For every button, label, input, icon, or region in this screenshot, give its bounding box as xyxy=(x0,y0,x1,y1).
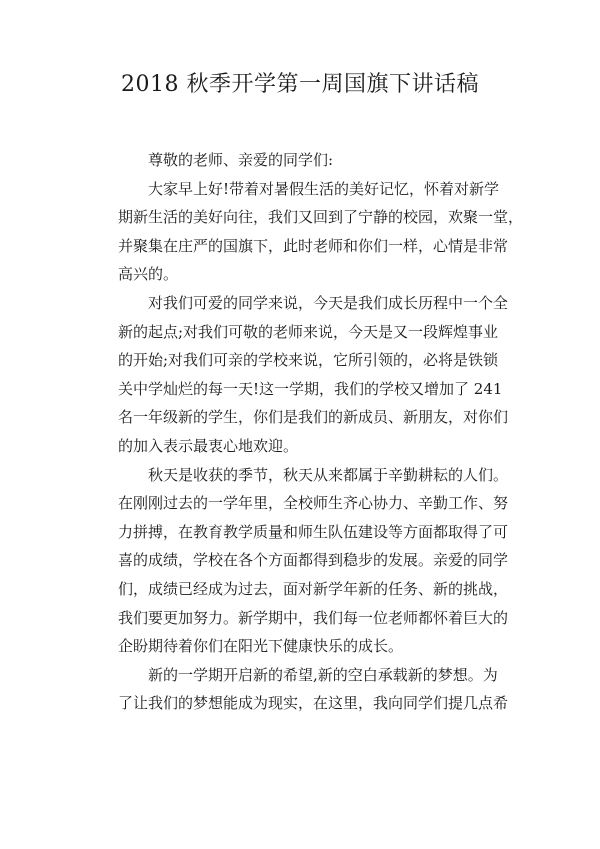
text-line: 我们要更加努力。新学期中，我们每一位老师都怀着巨大的 xyxy=(118,608,509,627)
text-line: 并聚集在庄严的国旗下，此时老师和你们一样，心情是非常 xyxy=(118,236,509,255)
paragraph-4 xyxy=(118,661,509,718)
text-line: 对我们可爱的同学来说，今天是我们成长历程中一个全 xyxy=(148,293,509,312)
text-line: 大家早上好!带着对暑假生活的美好记忆，怀着对新学 xyxy=(148,179,500,198)
paragraph-3 xyxy=(118,461,509,661)
text-line: 企盼期待着你们在阳光下健康快乐的成长。 xyxy=(118,637,404,656)
text-line: 新的起点;对我们可敬的老师来说，今天是又一段辉煌事业 xyxy=(118,322,499,341)
text-line: 在刚刚过去的一学年里，全校师生齐心协力、辛勤工作、努 xyxy=(118,494,509,513)
text-line: 关中学灿烂的每一天!这一学期，我们的学校又增加了 241 xyxy=(118,379,503,398)
text-line: 们，成绩已经成为过去，面对新学年新的任务、新的挑战， xyxy=(118,579,509,598)
text-line: 期新生活的美好向往，我们又回到了宁静的校园，欢聚一堂， xyxy=(118,208,524,227)
text-line: 喜的成绩，学校在各个方面都得到稳步的发展。亲爱的同学 xyxy=(118,551,509,570)
document-body xyxy=(118,146,524,718)
text-line: 秋天是收获的季节，秋天从来都属于辛勤耕耘的人们。 xyxy=(148,465,509,484)
document-title: 2018 秋季开学第一周国旗下讲话稿 xyxy=(121,72,479,97)
text-line: 名一年级新的学生，你们是我们的新成员、新朋友，对你们 xyxy=(118,408,509,427)
paragraph-1 xyxy=(118,175,524,289)
text-line: 的开始;对我们可亲的学校来说，它所引领的，必将是铁锁 xyxy=(118,351,499,370)
text-line: 高兴的。 xyxy=(118,265,179,284)
text-line: 新的一学期开启新的希望,新的空白承载新的梦想。为 xyxy=(148,665,498,684)
text-line: 力拼搏，在教育教学质量和师生队伍建设等方面都取得了可 xyxy=(118,522,509,541)
text-line: 了让我们的梦想能成为现实，在这里，我向同学们提几点希 xyxy=(118,694,509,713)
text-line: 的加入表示最衷心地欢迎。 xyxy=(118,436,299,455)
paragraph-2 xyxy=(118,289,509,461)
salutation: 尊敬的老师、亲爱的同学们: xyxy=(148,151,334,169)
